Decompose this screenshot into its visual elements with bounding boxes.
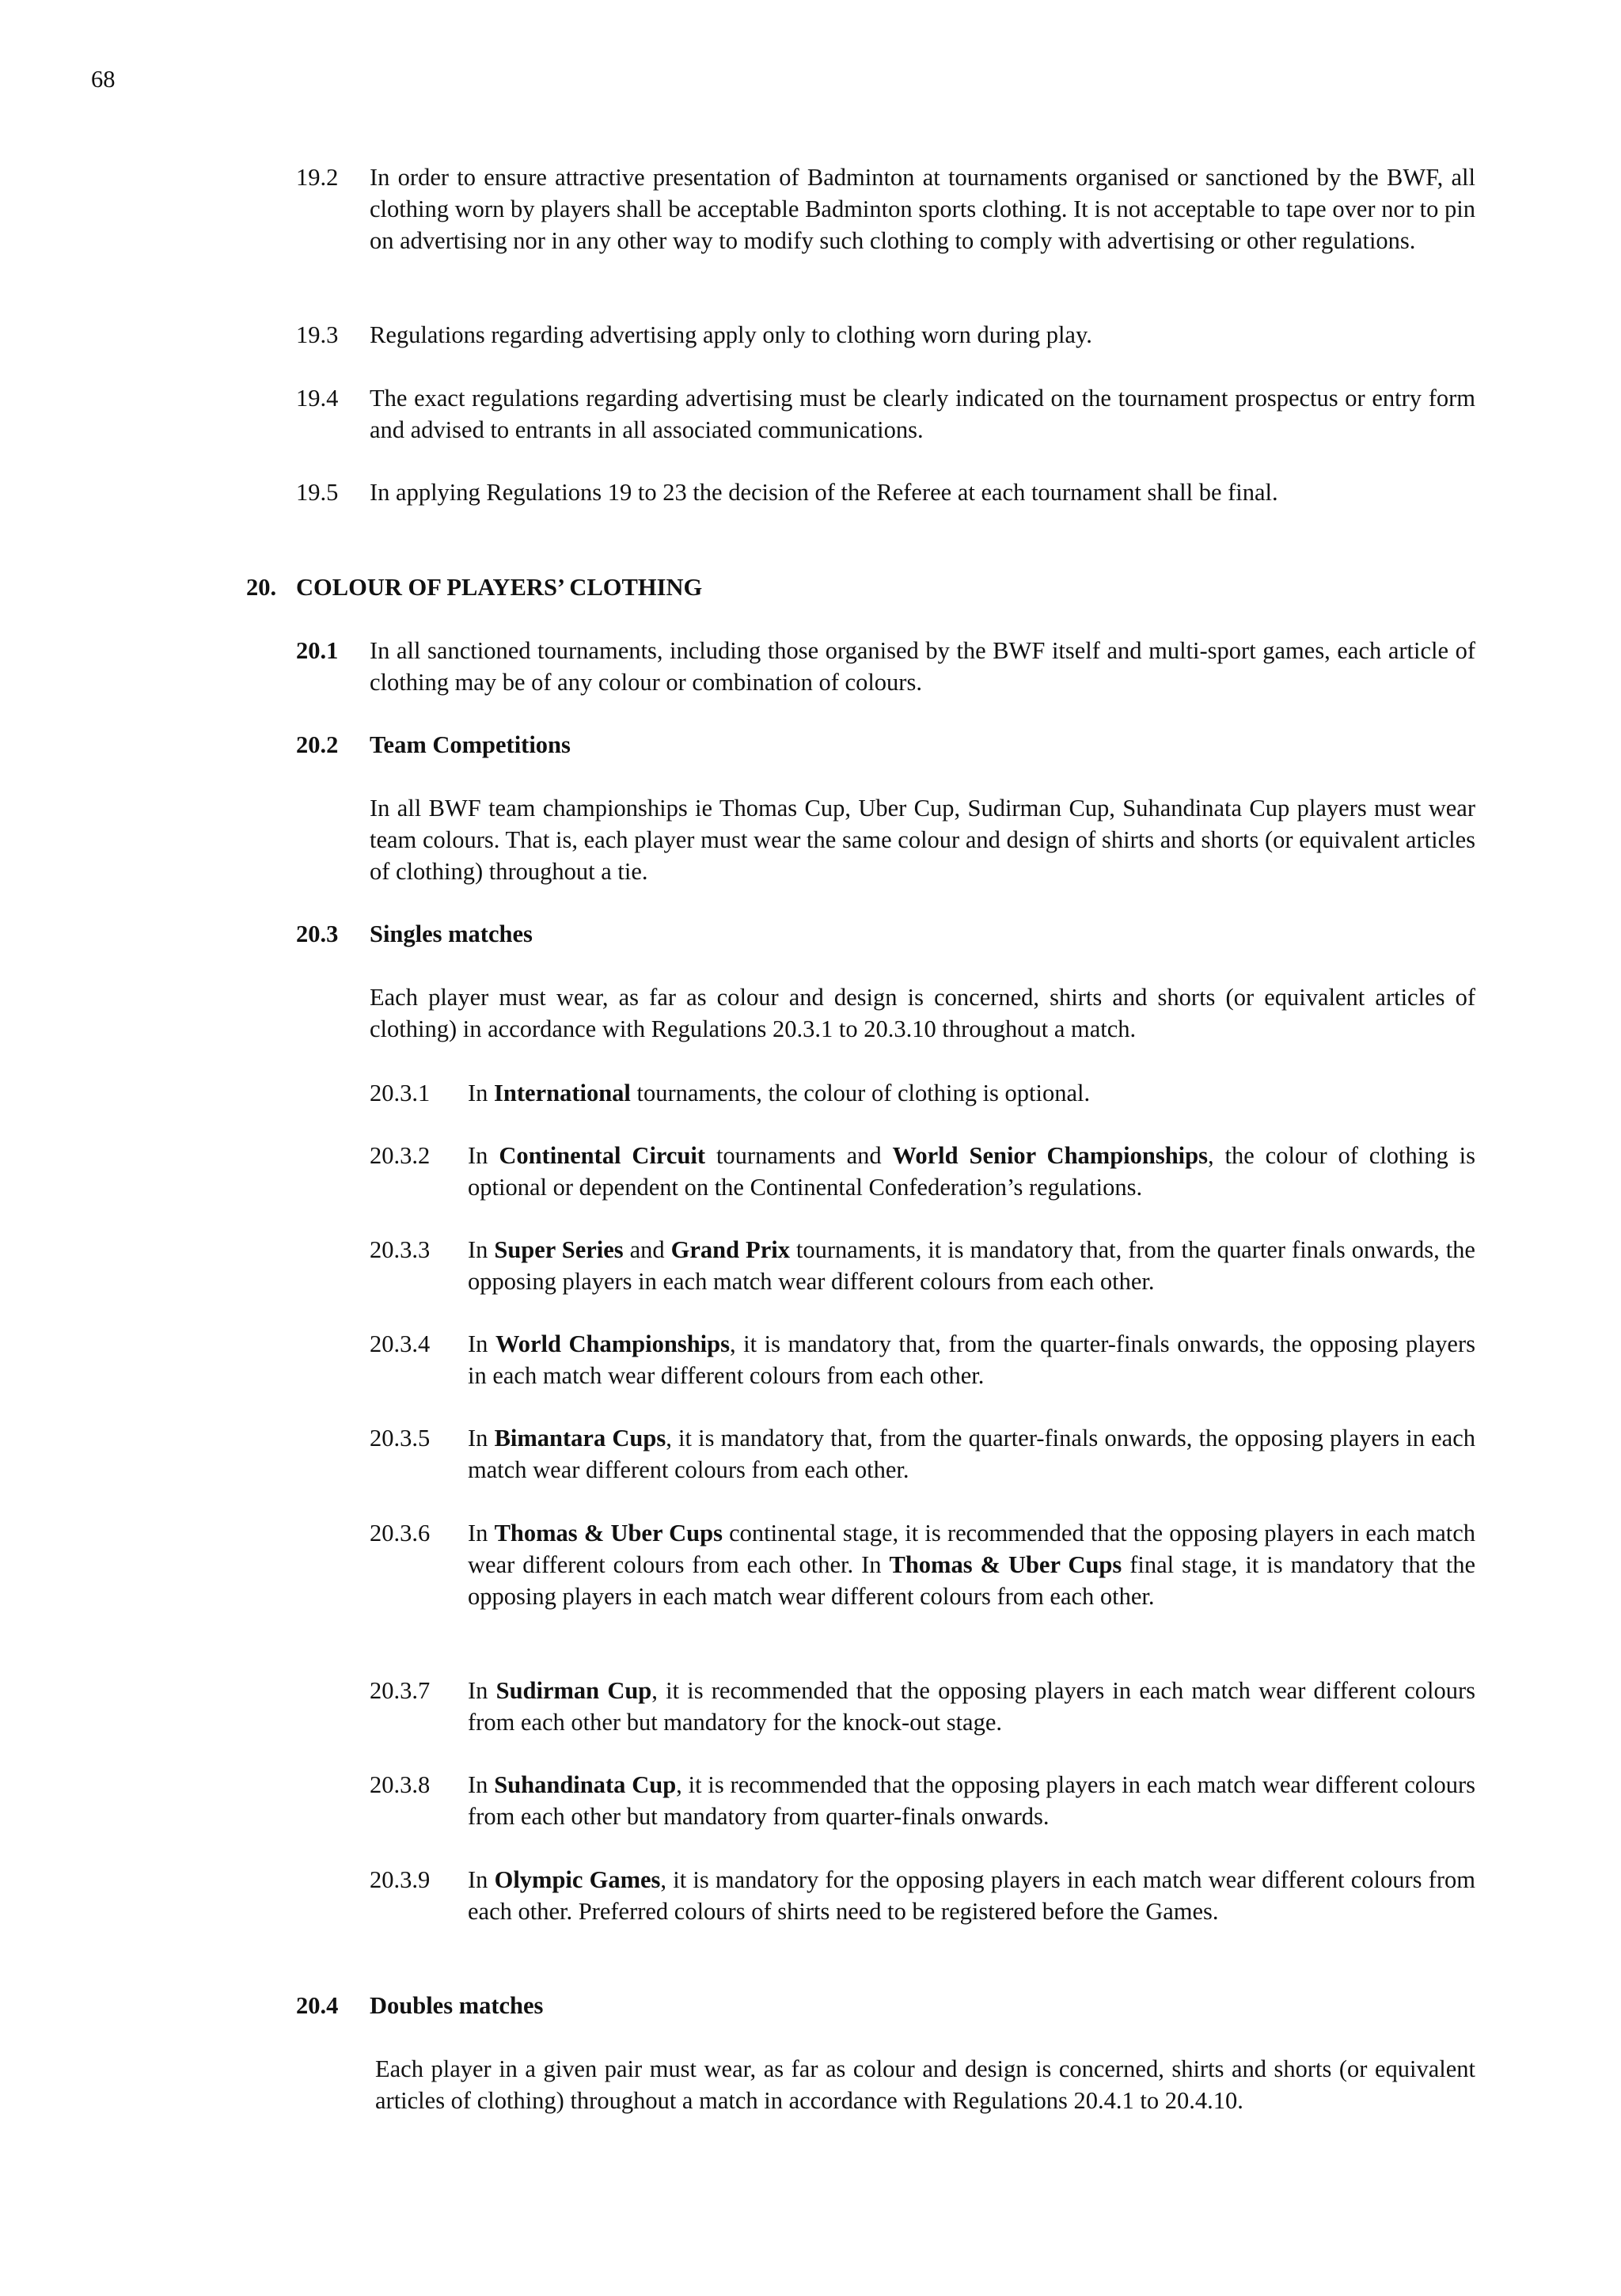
- reg-19-5-number: 19.5: [296, 479, 339, 506]
- reg-20-3-4-text: In World Championships, it is mandatory that, from the quarter-finals onwards, the opposing players in each match wear different colours from each other.: [468, 1330, 1475, 1389]
- reg-19-2-text: In order to ensure attractive presentation of Badminton at tournaments organised or sanctioned by the BWF, all clothing worn by players shall be acceptable Badminton sports clothing. It is not acceptable to tape over nor to pin on advertising nor in any other way to modify such clothing to comply with advertising or other regulations.: [370, 164, 1475, 254]
- reg-20-4-text: Each player in a given pair must wear, as far as colour and design is concerned, shirts and shorts (or equivalent articles of clothing) throughout a match in accordance with Regulations 20.4.1 to 20.4.10.: [375, 2055, 1475, 2114]
- reg-20-2-title: Team Competitions: [370, 731, 571, 758]
- reg-20-3-5-number: 20.3.5: [370, 1425, 431, 1452]
- reg-19-4-number: 19.4: [296, 385, 339, 412]
- section-20-title: COLOUR OF PLAYERS’ CLOTHING: [296, 574, 703, 601]
- section-20-number: 20.: [246, 574, 277, 601]
- page-number: 68: [91, 66, 116, 93]
- reg-20-3-4-number: 20.3.4: [370, 1330, 431, 1357]
- reg-20-3-9-number: 20.3.9: [370, 1866, 431, 1893]
- reg-20-3-2-text: In Continental Circuit tournaments and World Senior Championships, the colour of clothing is optional or dependent on the Continental Confederation’s regulations.: [468, 1142, 1475, 1201]
- reg-20-4-number: 20.4: [296, 1992, 339, 2019]
- reg-20-3-5-text: In Bimantara Cups, it is mandatory that, from the quarter-finals onwards, the opposing players in each match wear different colours from each other.: [468, 1425, 1475, 1483]
- reg-20-3-number: 20.3: [296, 920, 339, 947]
- reg-20-3-1-number: 20.3.1: [370, 1080, 431, 1106]
- reg-20-3-text: Each player must wear, as far as colour and design is concerned, shirts and shorts (or equivalent articles of clothing) in accordance with Regulations 20.3.1 to 20.3.10 throughout a match.: [370, 984, 1475, 1042]
- reg-20-3-7-text: In Sudirman Cup, it is recommended that the opposing players in each match wear different colours from each other but mandatory for the knock-out stage.: [468, 1677, 1475, 1736]
- reg-20-3-3-number: 20.3.3: [370, 1236, 431, 1263]
- reg-20-3-1-text: In International tournaments, the colour of clothing is optional.: [468, 1080, 1091, 1106]
- reg-20-2-text: In all BWF team championships ie Thomas Cup, Uber Cup, Sudirman Cup, Suhandinata Cup players must wear team colours. That is, each player must wear the same colour and design of shirts and shorts (or equivalent articles of clothing) throughout a tie.: [370, 795, 1475, 885]
- reg-20-3-title: Singles matches: [370, 920, 533, 947]
- reg-20-3-8-text: In Suhandinata Cup, it is recommended that the opposing players in each match wear different colours from each other but mandatory from quarter-finals onwards.: [468, 1771, 1475, 1830]
- reg-20-3-2-number: 20.3.2: [370, 1142, 431, 1169]
- reg-19-3-number: 19.3: [296, 321, 339, 348]
- reg-20-3-8-number: 20.3.8: [370, 1771, 431, 1798]
- reg-20-3-3-text: In Super Series and Grand Prix tournaments, it is mandatory that, from the quarter finals onwards, the opposing players in each match wear different colours from each other.: [468, 1236, 1475, 1295]
- reg-20-1-text: In all sanctioned tournaments, including those organised by the BWF itself and multi-sport games, each article of clothing may be of any colour or combination of colours.: [370, 637, 1475, 696]
- reg-19-4-text: The exact regulations regarding advertising must be clearly indicated on the tournament prospectus or entry form and advised to entrants in all associated communications.: [370, 385, 1475, 443]
- reg-20-3-6-text: In Thomas & Uber Cups continental stage, it is recommended that the opposing players in each match wear different colours from each other. In Thomas & Uber Cups final stage, it is mandatory that the opposing players in each match wear different colours from each other.: [468, 1520, 1476, 1610]
- reg-20-4-title: Doubles matches: [370, 1992, 544, 2019]
- reg-19-5-text: In applying Regulations 19 to 23 the decision of the Referee at each tournament shall be final.: [370, 479, 1278, 506]
- reg-20-3-7-number: 20.3.7: [370, 1677, 431, 1704]
- reg-19-2-number: 19.2: [296, 164, 339, 191]
- reg-19-3-text: Regulations regarding advertising apply only to clothing worn during play.: [370, 321, 1092, 348]
- reg-20-1-number: 20.1: [296, 637, 339, 664]
- reg-20-3-6-number: 20.3.6: [370, 1520, 431, 1546]
- reg-20-2-number: 20.2: [296, 731, 339, 758]
- reg-20-3-9-text: In Olympic Games, it is mandatory for the opposing players in each match wear different colours from each other. Preferred colours of shirts need to be registered before the Games.: [468, 1866, 1475, 1925]
